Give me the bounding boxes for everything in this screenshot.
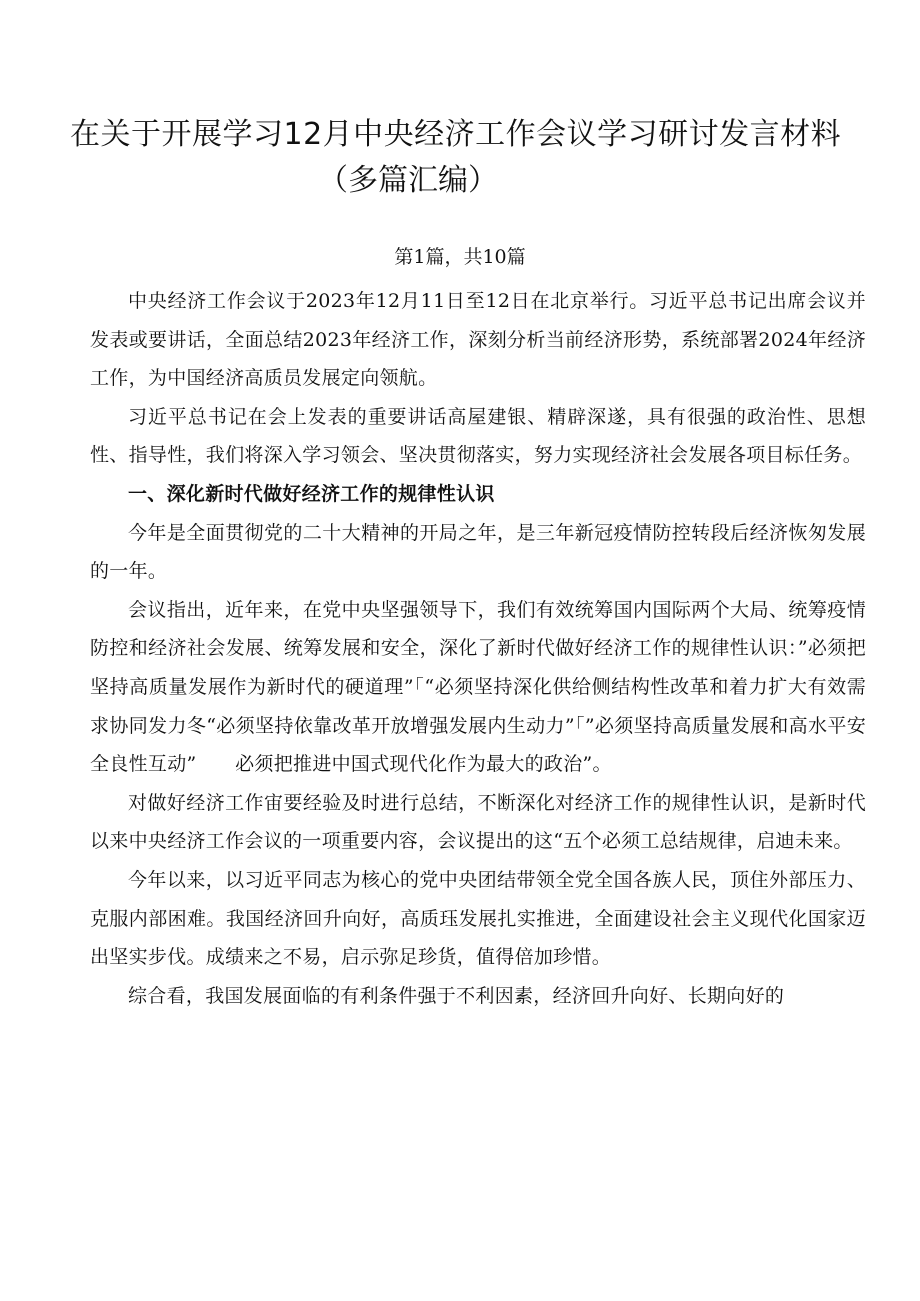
paragraph-7: 综合看，我国发展面临的有利条件强于不利因素，经济回升向好、长期向好的 — [128, 984, 785, 1007]
paragraph-5: 对做好经济工作宙要经验及时进行总结，不断深化对经济工作的规律性认识，是新时代以来中央经济工作会议的一项重要内容，会议提出的这“五个必须工总结规律，启迪未来。 — [90, 791, 866, 853]
document-title: 在关于开展学习12月中央经济工作会议学习研讨发言材料 — [70, 117, 842, 152]
document-subtitle: （多篇汇编） — [318, 163, 498, 198]
paragraph-1: 中央经济工作会议于2023年12月11日至12日在北京举行。习近平总书记出席会议并发表或要讲话，全面总结2023年经济工作，深刻分析当前经济形势，系统部署2024年经济工作，为中国经济高质员发展定向领航。 — [90, 290, 866, 390]
paragraph-4: 会议指出，近年来，在党中央坚强领导下，我们有效统筹国内国际两个大局、统筹疫情防控和经济社会发展、统筹发展和安全，深化了新时代做好经济工作的规律性认识：”必须把坚持高质量发展作为新时代的硬道理”「“必须坚持深化供给侧结构性改革和着力扩大有效需求协同发力冬“必须坚持依靠改革开放增强发展内生动力”「”必须坚持高质量发展和高水平安全良性互动” 必须把推进中国式现代化作为最大的政治”。 — [90, 598, 866, 776]
paragraph-2: 习近平总书记在会上发表的重要讲话高屋建银、精辟深遂，具有很强的政治性、思想性、指导性，我们将深入学习领会、坚决贯彻落实，努力实现经济社会发展各项目标任务。 — [90, 405, 866, 467]
paragraph-6: 今年以来，以习近平同志为核心的党中央团结带领全党全国各族人民，顶住外部压力、克服内部困难。我国经济回升向好，高质珏发展扎实推进，全面建设社会主义现代化国家迈出坚实步伐。成绩来之不易，启示弥足珍货，值得倍加珍惜。 — [90, 868, 866, 969]
paragraph-3: 今年是全面贯彻党的二十大精神的开局之年，是三年新冠疫情防控转段后经济恢匆发展的一年。 — [90, 521, 866, 583]
section-heading-1: 一、深化新时代做好经济工作的规律性认识 — [128, 482, 495, 505]
document-body — [90, 282, 866, 1015]
part-number-label: 第1篇，共10篇 — [394, 246, 526, 268]
